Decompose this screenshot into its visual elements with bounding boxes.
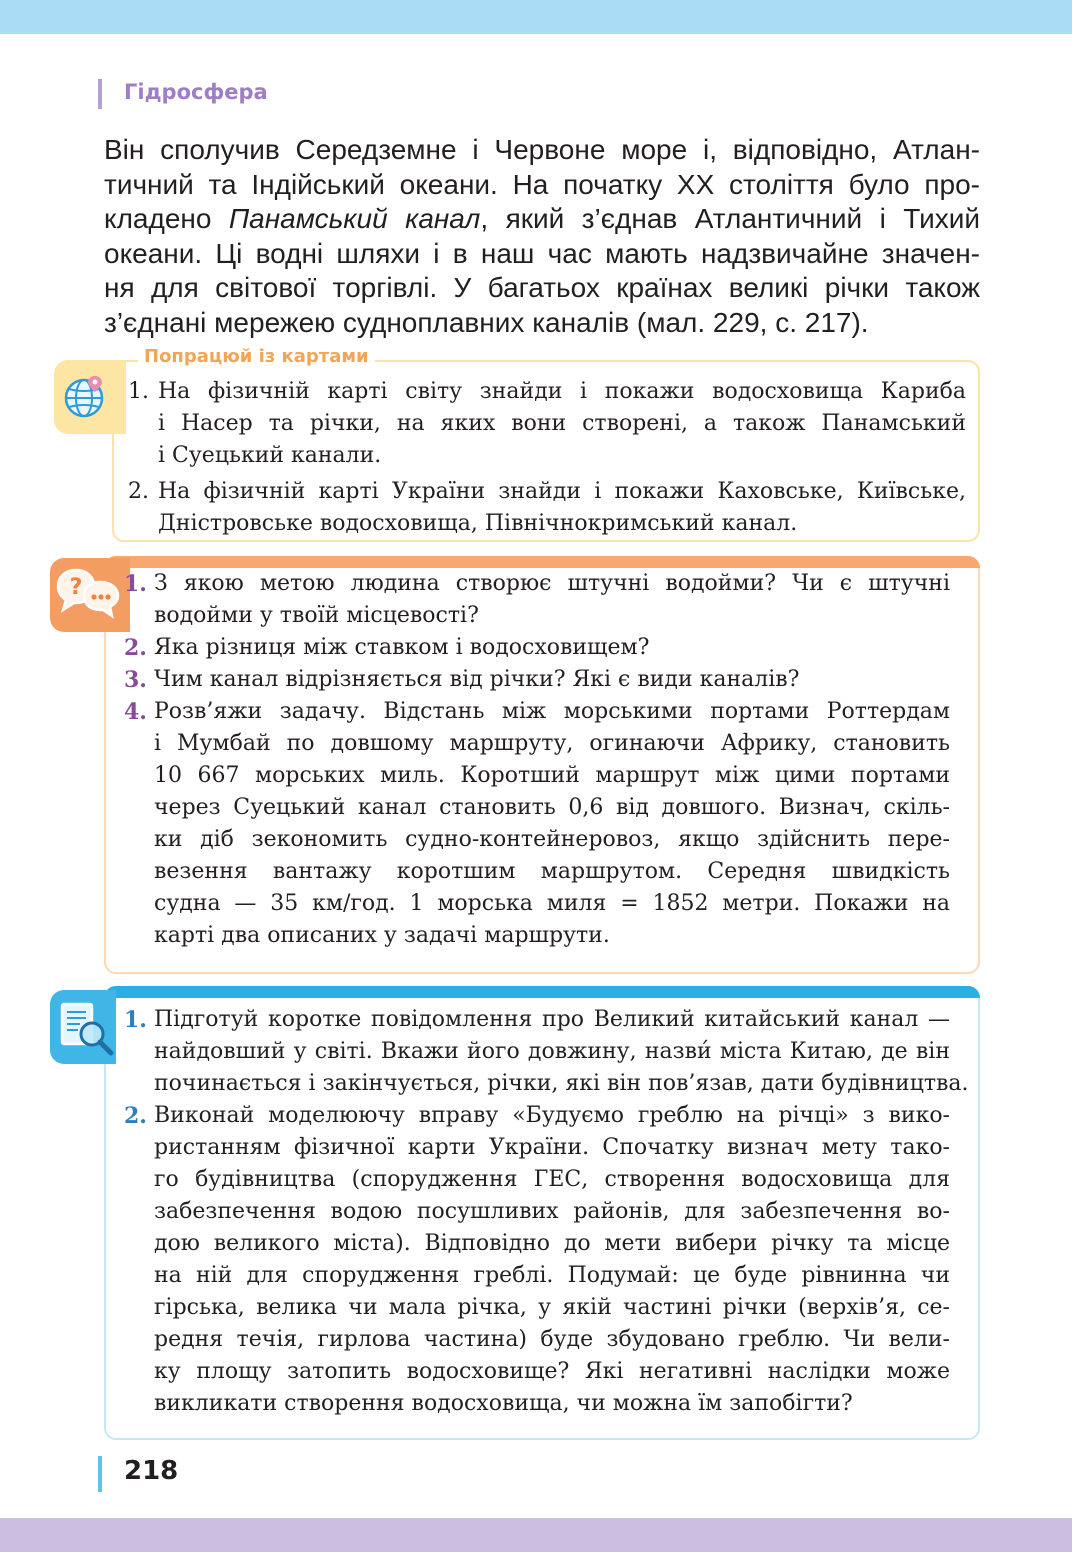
paragraph-line: кладено Панамський канал, який з’єднав Атлантичний і Тихий <box>104 203 981 234</box>
item-number: 1. <box>128 379 149 404</box>
paragraph-line: тичний та Індійський океани. На початку XX століття було про- <box>104 168 980 200</box>
questions-box-header <box>104 556 980 568</box>
questions-list <box>124 568 950 952</box>
item-number: 1. <box>124 571 147 597</box>
maps-task-list <box>128 376 966 540</box>
section-marker <box>98 79 102 109</box>
paragraph-line: з’єднані мережею судноплавних каналів (мал. 229, с. 217). <box>104 306 869 338</box>
paragraph-line: океани. Ці водні шляхи і в наш час мають надзвичайне значен- <box>104 237 980 269</box>
document-magnifier-icon <box>56 998 116 1058</box>
item-number: 2. <box>128 479 149 504</box>
item-number: 3. <box>124 667 147 693</box>
list-item: 1. Підготуй коротке повідомлення про Великий китайський канал — найдовший у світі. Вкажи його довжину, назви́ міста Китаю, де він починається і закінчується, річки, які він пов’язав, дати будівництва. <box>124 1004 950 1100</box>
list-item: 2. Виконай моделюючу вправу «Будуємо греблю на річці» з вико- ристанням фізичної карти України. Спочатку визнач мету тако- го будівництва (спорудження ГЕС, створення водосховища для забезпечення водою посушливих районів, для забезпечення во- дою великого міста). Відповідно до мети вибери річку та місце на ній для спорудження греблі. Подумай: це буде рівнинна чи гірська, велика чи мала річка, у якій частині річки (верхів’я, се- редня течія, гирлова частина) буде збудовано греблю. Чи вели- ку площу затопить водосховище? Які негативні наслідки може викликати створення водосховища, чи можна їм запобігти? <box>124 1100 950 1420</box>
maps-task-label: Попрацюй із картами <box>138 346 375 367</box>
item-number: 2. <box>124 635 147 661</box>
page-number-marker <box>98 1456 102 1492</box>
main-paragraph <box>104 133 980 340</box>
item-number: 4. <box>124 699 147 725</box>
list-item: 3. Чим канал відрізняється від річки? Які є види каналів? <box>124 664 950 696</box>
list-item: 2. Яка різниця між ставком і водосховищем? <box>124 632 950 664</box>
list-item: 1. З якою метою людина створює штучні водойми? Чи є штучні водойми у твоїй місцевості? <box>124 568 950 632</box>
bottom-color-band <box>0 1518 1072 1552</box>
research-box-header <box>104 986 980 998</box>
list-item: 1. На фізичній карті світу знайди і покажи водосховища Кариба і Насер та річки, на яких вони створені, а також Панамський і Суецький канали. <box>128 376 966 472</box>
question-chat-icon <box>56 568 122 620</box>
panama-canal-term: Панамський канал <box>228 203 481 234</box>
research-list <box>124 1004 969 1420</box>
page-number: 218 <box>124 1456 179 1486</box>
item-number: 2. <box>124 1103 147 1129</box>
paragraph-line: ня для світової торгівлі. У багатьох країнах великі річки також <box>104 272 980 303</box>
svg-text:?: ? <box>69 575 83 600</box>
section-title: Гідросфера <box>124 80 268 104</box>
item-number: 1. <box>124 1007 147 1033</box>
list-item: 2. На фізичній карті України знайди і покажи Каховське, Київське, Дністровське водосховища, Північнокримський канал. <box>128 476 966 540</box>
paragraph-line: Він сполучив Середземне і Червоне море і, відповідно, Атлан- <box>104 134 980 165</box>
globe-icon <box>62 374 108 420</box>
list-item: 4. Розв’яжи задачу. Відстань між морськими портами Роттердам і Мумбай по довшому маршруту, огинаючи Африку, становить 10 667 морських миль. Коротший маршрут між цими портами через Суецький канал становить 0,6 від довшого. Визнач, скіль- ки діб зекономить судно-контейнеровоз, якщо здійснить пере- везення вантажу коротшим маршрутом. Середня швидкість судна — 35 км/год. 1 морська миля = 1852 метри. Покажи на карті два описаних у задачі маршрути. <box>124 696 950 952</box>
top-color-band <box>0 0 1072 34</box>
